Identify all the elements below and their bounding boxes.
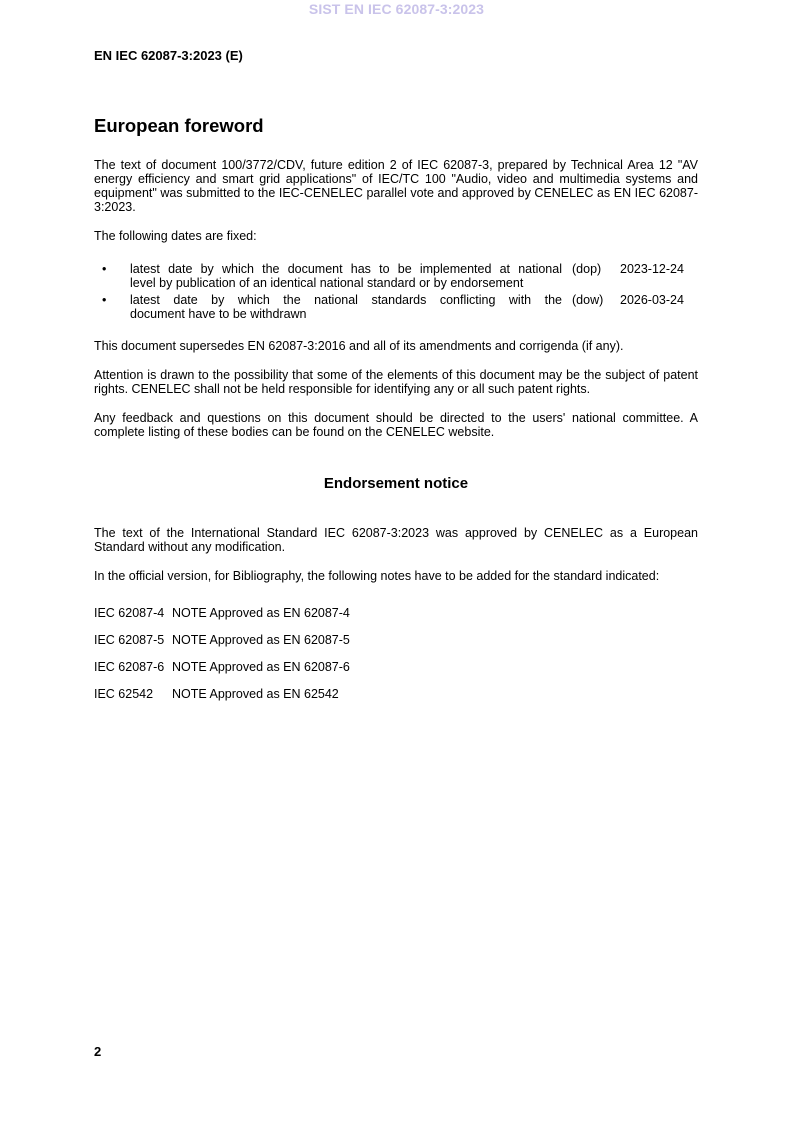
foreword-intro: The text of document 100/3772/CDV, future edition 2 of IEC 62087-3, prepared by Technical Area 12 "AV energy efficiency and smart grid applications" of IEC/TC 100 "Audio, video and multimedia systems and equipment" was submitted to the IEC-CENELEC parallel vote and approved by CENELEC as EN IEC 62087-3:2023. [94,158,698,214]
feedback-paragraph: Any feedback and questions on this document should be directed to the users' national committee. A complete listing of these bodies can be found on the CENELEC website. [94,411,698,439]
bullet: • [102,293,107,307]
note-row: IEC 62087-4 NOTE Approved as EN 62087-4 [94,606,350,620]
date-description: latest date by which the document has to be implemented at national level by publication of an identical national standard or by endorsement [130,262,562,290]
endorsement-title: Endorsement notice [323,475,469,492]
note-row: IEC 62087-6 NOTE Approved as EN 62087-6 [94,660,350,674]
dates-list [94,262,698,339]
document-header: EN IEC 62087-3:2023 (E) [94,48,243,63]
date-row-dow [94,293,698,339]
bibliography-intro: In the official version, for Bibliography, the following notes have to be added for the standard indicated: [94,569,660,583]
bibliography-notes [94,606,698,714]
note-row: IEC 62087-5 NOTE Approved as EN 62087-5 [94,633,350,647]
date-code: (dow) [572,293,604,307]
foreword-title: European foreword [94,115,264,136]
supersedes-paragraph: This document supersedes EN 62087-3:2016 and all of its amendments and corrigenda (if any). [94,339,624,353]
dates-intro: The following dates are fixed: [94,229,257,243]
bullet: • [102,262,107,276]
note-row: IEC 62542 NOTE Approved as EN 62542 [94,687,339,701]
date-code: (dop) [572,262,602,276]
page-content [94,115,698,714]
endorsement-text: The text of the International Standard IEC 62087-3:2023 was approved by CENELEC as a European Standard without any modification. [94,526,698,554]
date-row-dop [94,262,698,293]
date-value: 2026-03-24 [620,293,684,307]
date-value: 2023-12-24 [620,262,684,276]
date-description: latest date by which the national standards conflicting with the document have to be withdrawn [130,293,562,321]
patent-paragraph: Attention is drawn to the possibility that some of the elements of this document may be the subject of patent rights. CENELEC shall not be held responsible for identifying any or all such patent rights. [94,368,698,396]
watermark: SIST EN IEC 62087-3:2023 [308,1,485,17]
page-number: 2 [94,1044,102,1059]
